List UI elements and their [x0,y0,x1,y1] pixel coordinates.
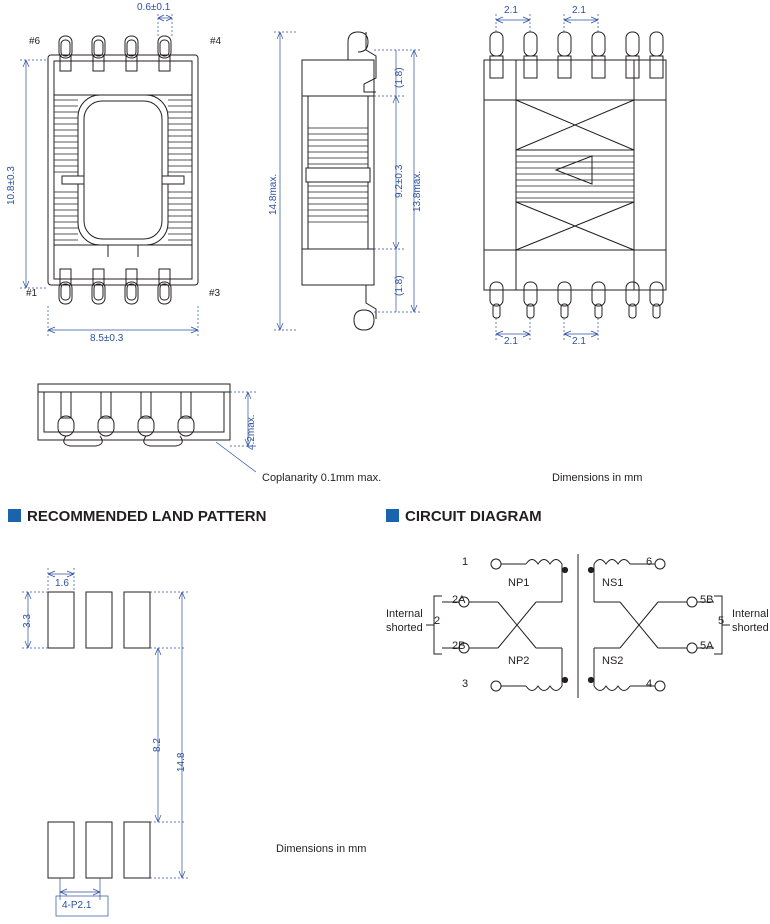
circuit-terminal-1: 1 [462,556,469,568]
section-marker-icon [386,509,399,522]
land-pattern-drawing [0,540,280,920]
circuit-winding-np2: NP2 [508,655,530,667]
top-view-pin3-label: #3 [209,288,221,299]
circuit-terminal-3: 3 [462,678,469,690]
side-view-core-height-dim: 9.2±0.3 [394,164,405,198]
land-pad-height-dim: 3.3 [22,614,33,628]
top-view [0,0,260,360]
circuit-winding-ns1: NS1 [602,577,624,589]
coplanarity-note: Coplanarity 0.1mm max. [262,472,382,484]
circuit-primary-note-line2: shorted [386,622,423,634]
top-view-pin1-label: #1 [26,288,38,299]
front-view-pitch-top-right: 2.1 [572,5,586,16]
top-view-height-dim: 10.8±0.3 [6,166,17,205]
side-view-gap-bottom-dim: (1.8) [394,275,405,296]
top-view-width-dim: 8.5±0.3 [90,333,124,344]
circuit-secondary-note-line1: Internal [732,608,769,620]
circuit-terminal-4: 4 [646,678,653,690]
land-pad-width-dim: 1.6 [55,578,69,589]
section-marker-icon [8,509,21,522]
circuit-section-title: CIRCUIT DIAGRAM [386,508,542,526]
circuit-terminal-6: 6 [646,556,653,568]
circuit-primary-bracket-label: 2 [434,615,441,627]
front-view [460,0,690,360]
circuit-winding-np1: NP1 [508,577,530,589]
circuit-secondary-bracket-label: 5 [718,615,725,627]
circuit-terminal-2a: 2A [452,594,466,606]
circuit-primary-note-line1: Internal [386,608,423,620]
coplanarity-view [20,372,280,482]
land-outer-span-dim: 14.8 [176,752,187,772]
circuit-terminal-2b: 2B [452,640,466,652]
side-view-body-height-dim: 13.8max. [412,170,423,212]
circuit-secondary-note-line2: shorted [732,622,769,634]
circuit-diagram [386,540,770,720]
circuit-winding-ns2: NS2 [602,655,624,667]
top-view-pin6-label: #6 [29,36,41,47]
front-view-pitch-bottom-right: 2.1 [572,336,586,347]
land-pattern-section-title: RECOMMENDED LAND PATTERN [8,508,266,526]
dimensions-note-top: Dimensions in mm [552,472,643,484]
land-pitch-label: 4-P2.1 [62,900,92,911]
circuit-terminal-5b: 5B [700,594,714,606]
side-view-total-height-dim: 14.8max. [268,173,279,215]
land-inner-span-dim: 8.2 [152,738,163,752]
front-view-pitch-bottom-left: 2.1 [504,336,518,347]
front-view-pitch-top-left: 2.1 [504,5,518,16]
top-view-pin4-label: #4 [210,36,222,47]
side-view-gap-top-dim: (1.8) [394,67,405,88]
coplanarity-height-dim: 4.2max. [246,414,257,450]
circuit-terminal-5a: 5A [700,640,714,652]
top-view-lead-width-dim: 0.6±0.1 [137,2,171,13]
dimensions-note-bottom: Dimensions in mm [276,843,367,855]
